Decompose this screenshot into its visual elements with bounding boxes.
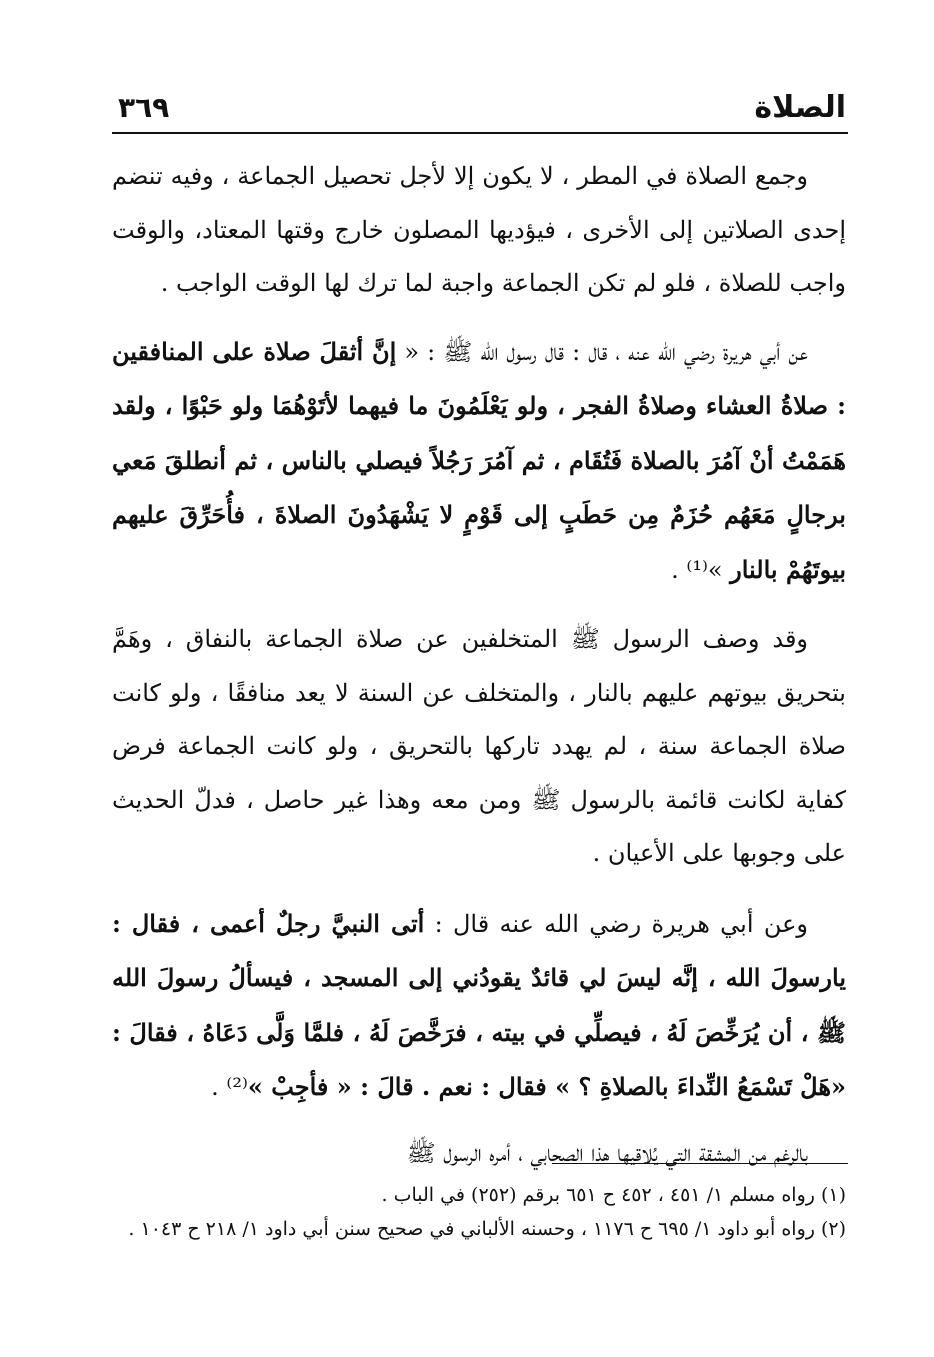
footnote-text: رواه مسلم ١/ ٤٥١ ، ٤٥٢ ح ٦٥١ برقم (٢٥٢) في الباب . [381,1184,815,1206]
paragraph [112,150,846,311]
paragraph [112,1127,846,1181]
footnote [112,1178,846,1212]
hadith-text: أتى النبيَّ رجلٌ أعمى ، فقال : يارسولَ الله ، إنَّه ليسَ لي قائدٌ يقودُني إلى المسجد ، فيسألُ رسولَ الله ﷺ ، أن يُرَخِّصَ لَهُ ، فيصلِّي في بيته ، فرَخَّصَ لَهُ ، فلمَّا وَلَّى دَعَاهُ ، فقالَ : «هَلْ تَسْمَعُ النِّداءَ بالصلاةِ ؟ » فقال : نعم . قالَ : « فأجِبْ » [112,908,847,1101]
paragraph [112,613,846,881]
footnotes [112,1178,846,1246]
text-segment: وعن أبي هريرة رضي الله عنه قال : [424,909,808,938]
page-header [118,82,846,128]
paragraph [112,897,846,1115]
text-segment: عن أبي هريرة رضي الله عنه ، قال : قال رسول الله ﷺ : « [396,337,808,366]
page-number: ٣٦٩ [118,91,170,124]
text-segment: وجمع الصلاة في المطر ، لا يكون إلا لأجل تحصيل الجماعة ، وفيه تنضم إحدى الصلاتين إلى الأخرى ، فيؤديها المصلون خارج وقتها المعتاد، والوقت واجب للصلاة ، فلو لم تكن الجماعة واجبة لما ترك لها الوقت الواجب . [112,162,846,297]
header-divider [112,132,848,134]
footnote [112,1212,846,1246]
hadith-text: إنَّ أثقلَ صلاة على المنافقين : صلاةُ العشاء وصلاةُ الفجر ، ولو يَعْلَمُونَ ما فيهما لأتَوْهُمَا ولو حَبْوًا ، ولقد هَمَمْتُ أنْ آمُرَ بالصلاة فَتُقَام ، ثم آمُرَ رَجُلاً فيصلي بالناس ، ثم أنطلقَ مَعي برجالٍ مَعَهُم حُزَمٌ مِن حَطَبٍ إلى قَوْمٍ لا يَشْهَدُونَ الصلاةَ ، فأُحَرِّقَ عليهم بيوتَهُمْ بالنار [112,336,847,584]
text-segment: وقد وصف الرسول ﷺ المتخلفين عن صلاة الجماعة بالنفاق ، وهَمَّ بتحريق بيوتهم عليهم بالنار ، والمتخلف عن السنة لا يعد منافقًا ، ولو كانت صلاة الجماعة سنة ، لم يهدد تاركها بالتحريق ، ولو كانت الجماعة فرض كفاية لكانت قائمة بالرسول ﷺ ومن معه وهذا غير حاصل ، فدلّ الحديث على وجوبها على الأعيان . [112,625,846,867]
footnote-divider [552,1163,848,1164]
footnote-number: (١) [820,1184,846,1206]
chapter-title: الصلاة [754,90,846,125]
main-text [112,150,846,1194]
footnote-number: (٢) [820,1218,846,1240]
footnote-ref: ⁽²⁾ . [211,1073,248,1101]
footnote-text: رواه أبو داود ١/ ٦٩٥ ح ١١٧٦ ، وحسنه الألباني في صحيح سنن أبي داود ١/ ٢١٨ ح ١٠٤٣ . [128,1218,815,1240]
paragraph [112,325,846,598]
footnote-ref: »⁽¹⁾ . [671,555,731,584]
text-segment: بالرغم من المشقة التي يُلاقيها هذا الصحابي ، أمره الرسول ﷺ [406,1138,808,1167]
